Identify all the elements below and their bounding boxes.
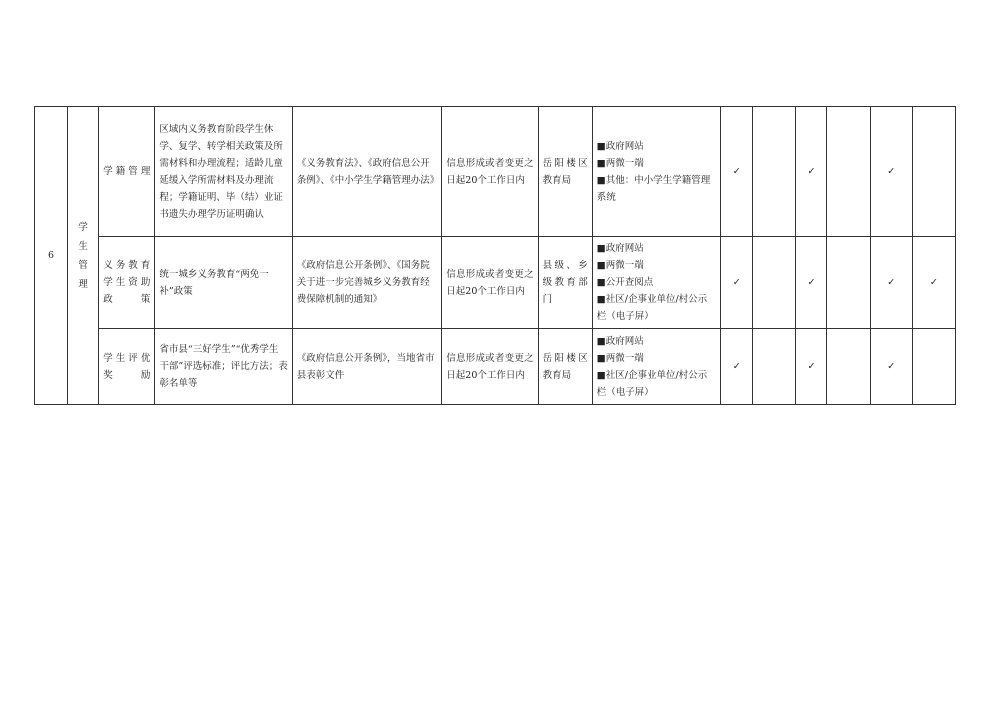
- item-content: 区域内义务教育阶段学生休学、复学、转学相关政策及所需材料和办理流程；适龄儿童延缓入学所需材料及办理流程；学籍证明、毕（结）业证书遗失办理学历证明确认: [155, 107, 292, 237]
- category-label: 学生管理: [78, 221, 88, 290]
- check-mark: [827, 107, 870, 237]
- item-name: 义务教育学生资助政策: [99, 237, 155, 329]
- item-name: 学生评优奖励: [99, 329, 155, 405]
- channel-entry: ■两微一端: [596, 352, 644, 364]
- item-channels: [592, 237, 720, 329]
- disclosure-table: [34, 106, 956, 405]
- item-content: 统一城乡义务教育“两免一补”政策: [155, 237, 292, 329]
- item-channels: [592, 329, 720, 405]
- check-mark: ✓: [721, 329, 753, 405]
- check-mark: ✓: [796, 329, 827, 405]
- category-cell: [68, 107, 99, 405]
- item-channels: [592, 107, 720, 237]
- channel-entry: ■政府网站: [596, 335, 644, 347]
- check-mark: ✓: [912, 237, 955, 329]
- item-content: 省市县“三好学生”“优秀学生干部”评选标准；评比方法；表彰名单等: [155, 329, 292, 405]
- channel-entry: ■政府网站: [596, 140, 644, 152]
- item-basis: 《义务教育法》、《政府信息公开条例》、《中小学生学籍管理办法》: [292, 107, 441, 237]
- item-time-limit: 信息形成或者变更之日起20个工作日内: [442, 237, 538, 329]
- channel-entry: ■两微一端: [596, 260, 644, 271]
- table-body: [35, 107, 956, 405]
- channel-entry: ■社区/企事业单位/村公示栏（电子屏）: [596, 294, 708, 322]
- item-subject: 岳阳楼区教育局: [538, 329, 592, 405]
- table-row: [35, 237, 956, 329]
- channel-entry: ■公开查阅点: [596, 277, 654, 288]
- table-row: [35, 107, 956, 237]
- check-mark: [753, 329, 796, 405]
- check-mark: ✓: [870, 329, 912, 405]
- item-subject: 县级、乡级教育部门: [538, 237, 592, 329]
- channel-entry: ■社区/企事业单位/村公示栏（电子屏）: [596, 369, 708, 398]
- check-mark: [912, 329, 955, 405]
- check-mark: ✓: [721, 237, 753, 329]
- check-mark: ✓: [721, 107, 753, 237]
- table-row: [35, 329, 956, 405]
- channel-entry: ■其他：中小学生学籍管理系统: [596, 174, 711, 203]
- check-mark: ✓: [796, 107, 827, 237]
- check-mark: ✓: [796, 237, 827, 329]
- item-basis: 《政府信息公开条例》，当地省市县表彰文件: [292, 329, 441, 405]
- item-name: 学籍管理: [99, 107, 155, 237]
- check-mark: [753, 237, 796, 329]
- item-subject: 岳阳楼区教育局: [538, 107, 592, 237]
- channel-entry: ■两微一端: [596, 157, 644, 169]
- item-basis: 《政府信息公开条例》、《国务院关于进一步完善城乡义务教育经费保障机制的通知》: [292, 237, 441, 329]
- check-mark: [753, 107, 796, 237]
- item-time-limit: 信息形成或者变更之日起20个工作日内: [442, 329, 538, 405]
- check-mark: [827, 329, 870, 405]
- channel-entry: ■政府网站: [596, 243, 644, 254]
- check-mark: ✓: [870, 107, 912, 237]
- item-time-limit: 信息形成或者变更之日起20个工作日内: [442, 107, 538, 237]
- check-mark: ✓: [870, 237, 912, 329]
- section-number: 6: [35, 107, 68, 405]
- check-mark: [827, 237, 870, 329]
- check-mark: [912, 107, 955, 237]
